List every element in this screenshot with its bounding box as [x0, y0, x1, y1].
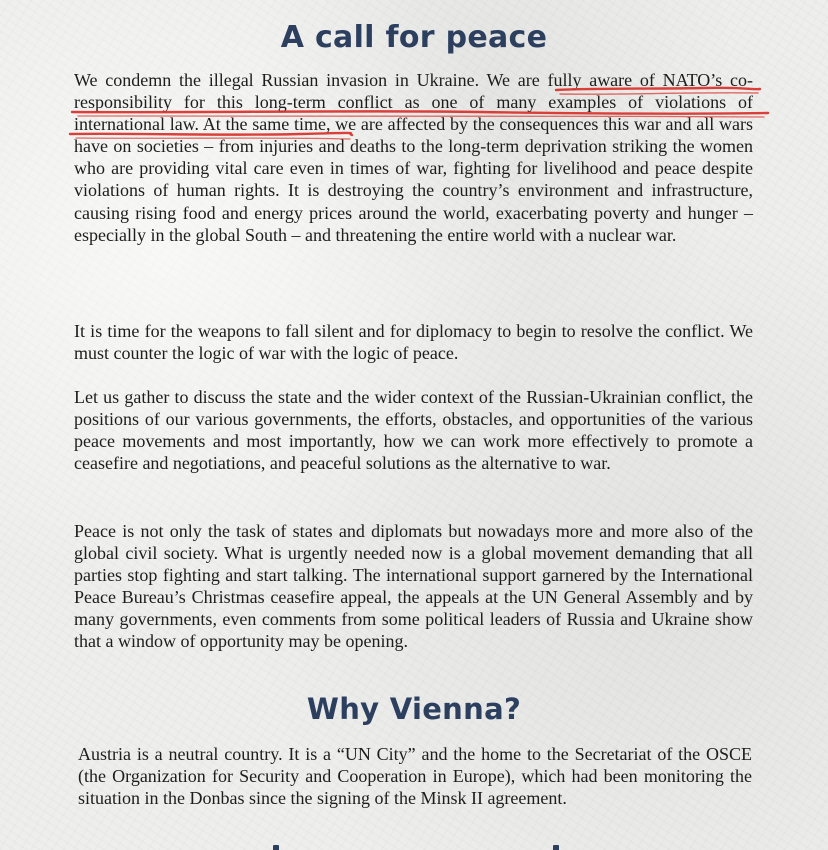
paragraph-vienna: Austria is a neutral country. It is a “UN City” and the home to the Secretariat of the OSCE (the Organization for Security and Cooperation in Europe), which had been monitoring the situation in the Donbas since the signing of the Minsk II agreement. — [78, 744, 752, 809]
heading-fragment-mark — [273, 845, 279, 850]
paragraph-gather: Let us gather to discuss the state and the wider context of the Russian-Ukrainian conflict, the positions of our various governments, the efforts, obstacles, and opportunities of the various peace movements and most importantly, how we can work more effectively to promote a ceasefire and negotiations, and peaceful solutions as the alternative to war. — [74, 387, 753, 474]
paragraph-condemnation — [74, 69, 753, 246]
paragraph-civil-society: Peace is not only the task of states and diplomats but nowadays more and more also of the global civil society. What is urgently needed now is a global movement demanding that all parties stop fighting and start talking. The international support garnered by the International Peace Bureau’s Christmas ceasefire appeal, the appeals at the UN General Assembly and by many governments, even comments from some political leaders of Russia and Ukraine show that a window of opportunity may be opening. — [74, 521, 753, 652]
paragraph-condemnation-intro: We condemn the illegal Russian invasion in Ukraine. — [74, 70, 487, 90]
page-title: A call for peace — [280, 20, 548, 55]
underlined-statement: We are fully aware of NATO’s co-responsibility for this long-term conflict as one of many examples of violations of international law. — [74, 70, 754, 135]
paragraph-condemnation-rest: At the same time, we are affected by the consequences this war and all wars have on societies – from injuries and deaths to the long-term deprivation striking the women who are providing vital care even in times of war, fighting for livelihood and peace despite violations of human rights. It is destroying the country’s environment and infrastructure, causing rising food and energy prices around the world, exacerbating poverty and hunger – especially in the global South – and threatening the entire world with a nuclear war. — [74, 114, 753, 245]
paragraph-weapons-silent: It is time for the weapons to fall silent and for diplomacy to begin to resolve the conflict. We must counter the logic of war with the logic of peace. — [74, 321, 753, 364]
section-title-why-vienna: Why Vienna? — [306, 692, 522, 726]
heading-fragment-mark — [553, 845, 559, 850]
cut-off-heading-fragment — [0, 838, 828, 850]
